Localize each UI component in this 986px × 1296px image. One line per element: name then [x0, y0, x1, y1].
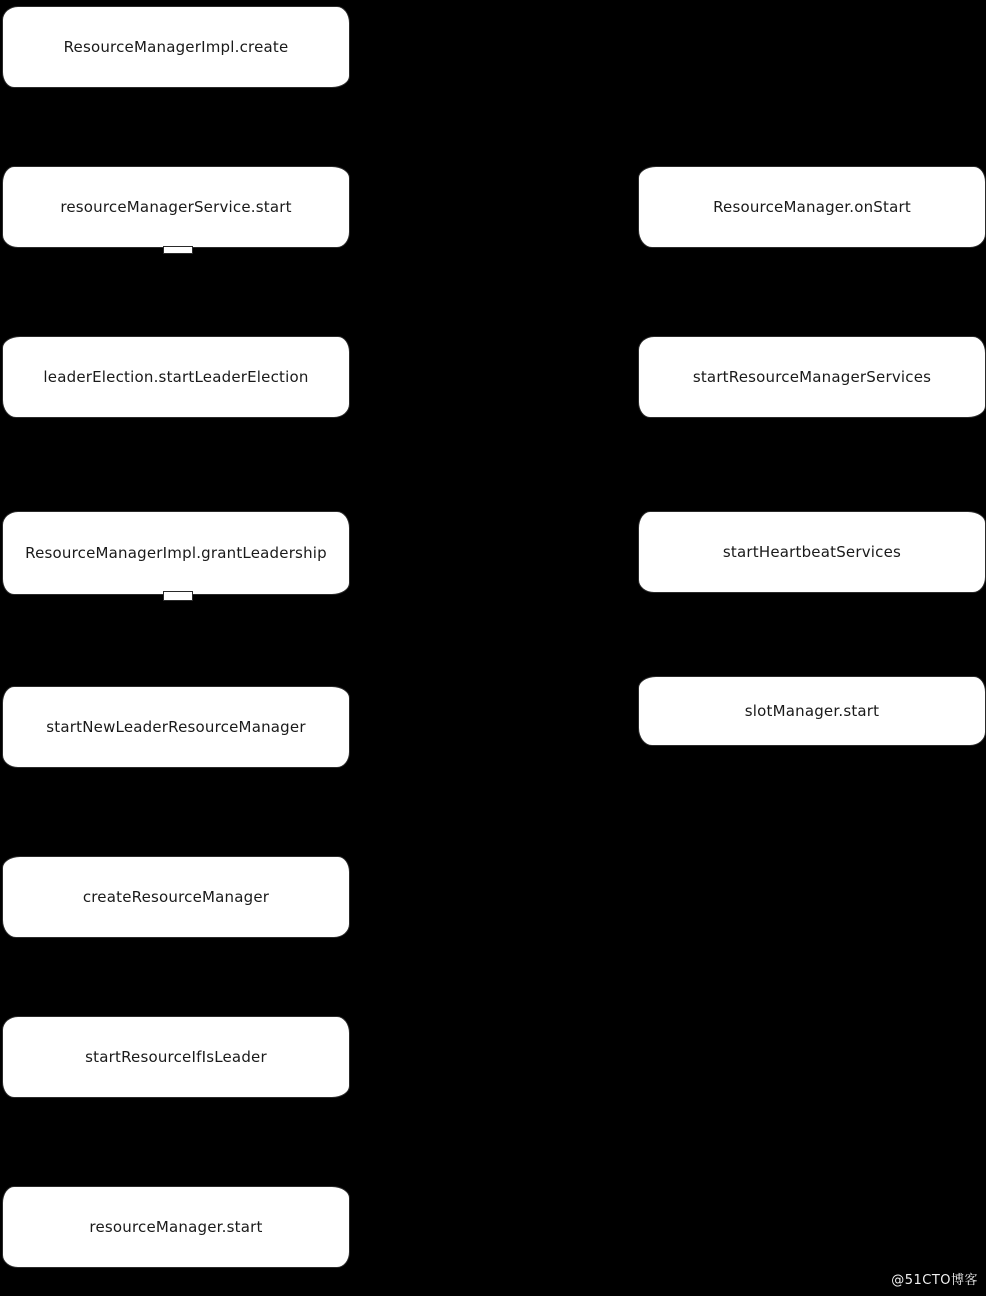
node-start-resource-manager-services[interactable]	[638, 336, 986, 418]
node-label: startResourceIfIsLeader	[85, 1048, 267, 1066]
node-create-resource-manager[interactable]	[2, 856, 350, 938]
node-label: ResourceManagerImpl.grantLeadership	[25, 544, 327, 562]
node-label: startHeartbeatServices	[722, 543, 902, 561]
connector-tick-2	[163, 591, 193, 601]
node-label: ResourceManager.onStart	[713, 198, 911, 216]
node-label: ResourceManagerImpl.create	[63, 38, 289, 56]
node-resource-manager-impl-grant-leadership[interactable]	[2, 511, 350, 595]
node-leader-election-start-leader-election[interactable]	[2, 336, 350, 418]
connector-tick-1	[163, 246, 193, 254]
node-start-heartbeat-services[interactable]	[638, 511, 986, 593]
node-resource-manager-impl-create[interactable]	[2, 6, 350, 88]
node-start-resource-if-is-leader[interactable]	[2, 1016, 350, 1098]
node-resource-manager-service-start[interactable]	[2, 166, 350, 248]
node-start-new-leader-resource-manager[interactable]	[2, 686, 350, 768]
node-label: startNewLeaderResourceManager	[46, 718, 306, 736]
node-resource-manager-on-start[interactable]	[638, 166, 986, 248]
node-label: resourceManagerService.start	[60, 198, 292, 216]
node-label: slotManager.start	[744, 702, 880, 720]
node-resource-manager-start[interactable]	[2, 1186, 350, 1268]
node-slot-manager-start[interactable]	[638, 676, 986, 746]
node-label: startResourceManagerServices	[692, 368, 932, 386]
node-label: resourceManager.start	[89, 1218, 263, 1236]
node-label: createResourceManager	[82, 888, 270, 906]
watermark: @51CTO博客	[891, 1273, 978, 1288]
node-label: leaderElection.startLeaderElection	[43, 368, 309, 386]
